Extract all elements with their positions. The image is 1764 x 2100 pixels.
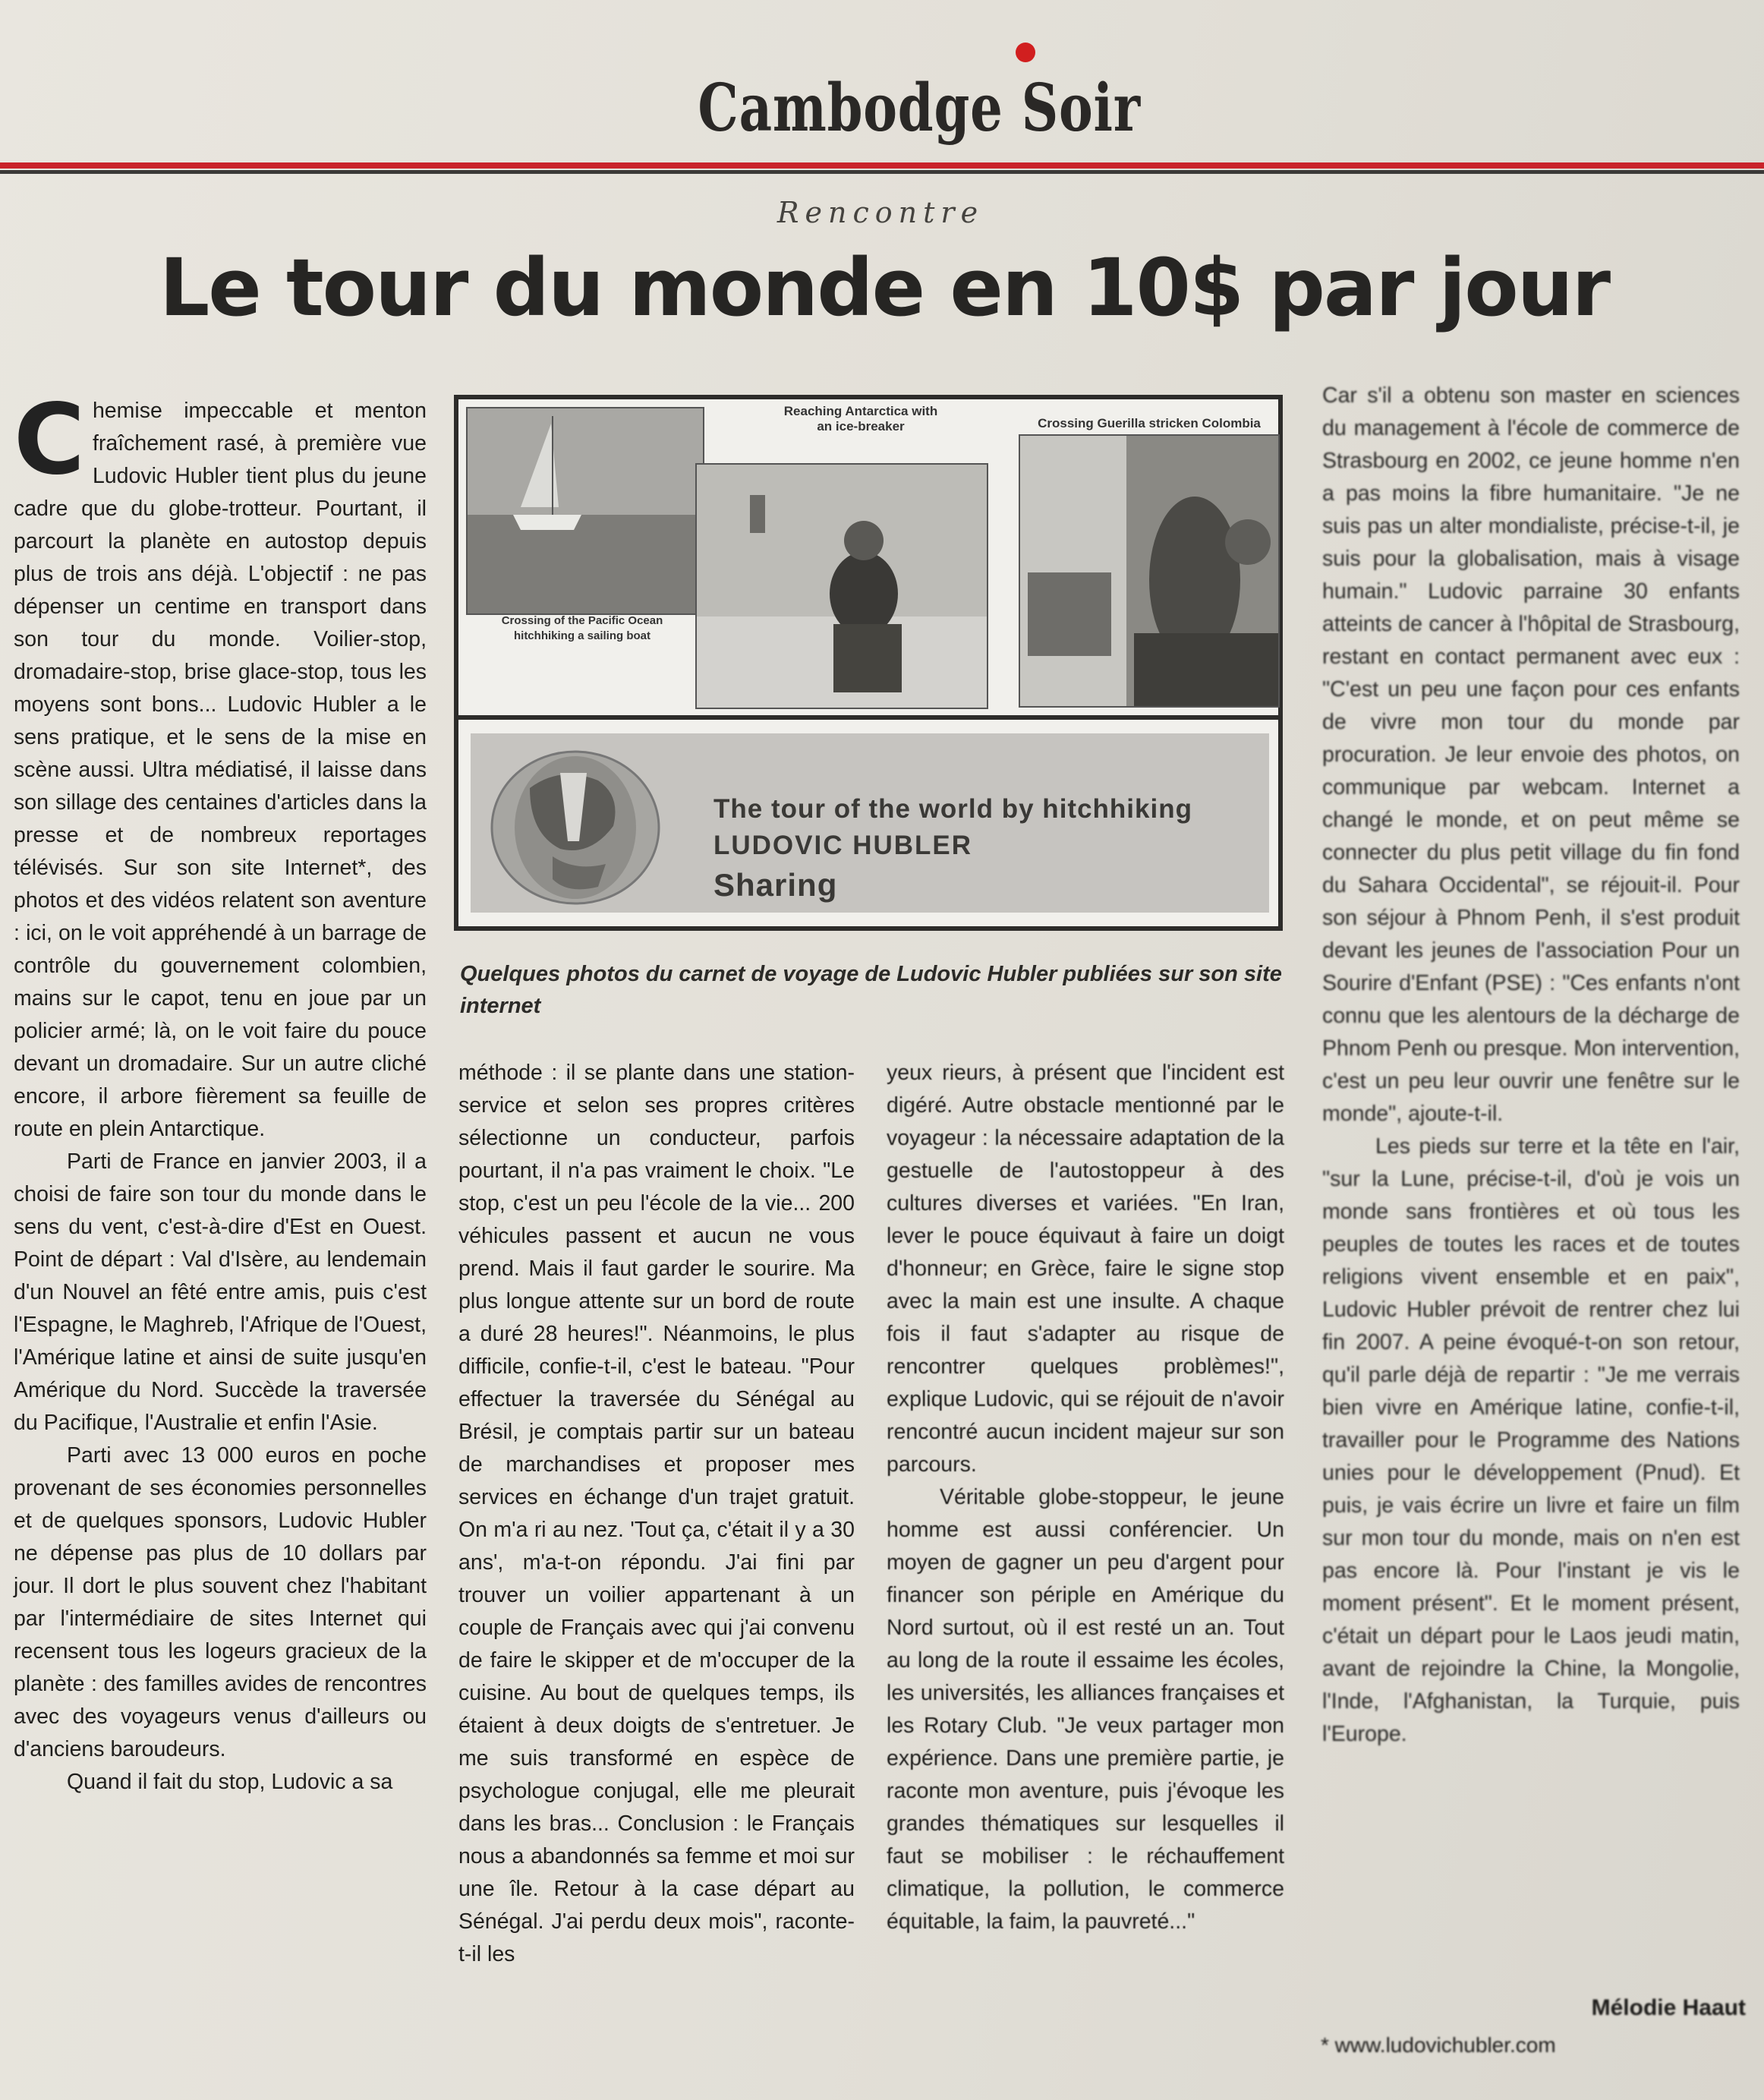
masthead-rule-red bbox=[0, 162, 1764, 169]
masthead-dot bbox=[1016, 43, 1035, 62]
author-signature: Mélodie Haaut bbox=[1591, 1995, 1746, 2020]
photo-caption-colombia: Crossing Guerilla stricken Colombia bbox=[1038, 416, 1261, 430]
article-paragraph: Car s'il a obtenu son master en sciences du management à l'école de commerce de Strasbourg en 2002, ce jeune homme n'en a pas moins la fibre humanitaire. "Je ne suis pas un alter mondialiste, précise-t-il, je suis pour la globalisation, mais à visage humain." Ludovic parraine 30 enfants atteints de cancer à l'hôpital de Strasbourg, restant en contact permanent avec eux : "C'est un peu une façon pour ces enfants de vivre mon tour du monde par procuration. Je leur envoie des photos, on communique par webcam. Internet a changé le monde, et on peut même se connecter du plus petit village du fin fond du Sahara Occidental", se réjouit-il. Pour son séjour à Phnom Penh, il s'est produit devant les jeunes de l'association Pour un Sourire d'Enfant (PSE) : "Ces enfants n'ont connu que les alentours de la décharge de Phnom Penh ou presque. Mon intervention, c'est un peu leur ouvrir une fenêtre sur le monde", ajoute-t-il. bbox=[1322, 383, 1740, 1126]
masthead-rule-dark bbox=[0, 170, 1764, 174]
article-paragraph: yeux rieurs, à présent que l'incident est digéré. Autre obstacle mentionné par le voyageur : la nécessaire adaptation de la gestuelle de l'autostoppeur à des cultures diverses et variées. "En Iran, lever le pouce équivaut à faire un doigt d'honneur; en Grèce, faire le signe stop avec la main est une insulte. A chaque fois il faut s'adapter au risque de rencontrer quelques problèmes!", explique Ludovic, qui se réjouit de n'avoir rencontré aucun incident majeur sur son parcours. bbox=[887, 1061, 1284, 1477]
photo-panel bbox=[454, 395, 1283, 931]
article-paragraph: Parti de France en janvier 2003, il a choisi de faire son tour du monde dans le sens du vent, c'est-à-dire d'Est en Ouest. Point de départ : Val d'Isère, au lendemain d'un Nouvel an fêté entre amis, puis c'est l'Espagne, le Maghreb, l'Afrique de l'Ouest, l'Amérique latine et ainsi de suite jusqu'en Amérique du Nord. Succède la traversée du Pacifique, l'Australie et enfin l'Asie. bbox=[14, 1149, 427, 1435]
website-banner bbox=[471, 733, 1269, 913]
article-headline: Le tour du monde en 10$ par jour bbox=[159, 241, 1610, 334]
article-paragraph: Les pieds sur terre et la tête en l'air, "sur la Lune, précise-t-il, d'où je vois un monde sans frontières et où tous les peuples de toutes les races et de toutes religions vivent ensemble et en paix", Ludovic Hubler prévoit de rentrer chez lui fin 2007. A peine évoqué-t-on son retour, qu'il parle déjà de repartir : "Je me verrais bien vivre en Amérique latine, confie-t-il, travailler pour le Programme des Nations unies pour le développement (Pnud). Et puis, je vais écrire un livre et faire un film sur mon tour du monde, mais on n'en est pas encore là. Pour l'instant je vis le moment présent". Et le moment présent, c'était un départ pour le Laos jeudi matin, avant de rejoindre la Chine, la Mongolie, l'Inde, l'Afghanistan, la Turquie, puis l'Europe. bbox=[1322, 1134, 1740, 1746]
article-paragraph: Véritable globe-stoppeur, le jeune homme est aussi conférencier. Un moyen de gagner un peu d'argent pour financer son périple en Amérique du Nord surtout, où il est resté un an. Tout au long de la route il essaime les écoles, les universités, les alliances françaises et les Rotary Club. "Je veux partager mon expérience. Dans une première partie, je raconte mon aventure, puis j'évoque les grandes thématiques sur lesquelles il faut se mobiliser : le réchauffement climatique, la pollution, le commerce équitable, la faim, la pauvreté..." bbox=[887, 1485, 1284, 1934]
article-paragraph: méthode : il se plante dans une station-service et selon ses propres critères sélectionne un conducteur, parfois pourtant, il n'a pas vraiment le choix. "Le stop, c'est un peu l'école de la vie... 200 véhicules passent et aucun ne vous prend. Mais il faut garder le sourire. Ma plus longue attente sur un bord de route a duré 28 heures!". Néanmoins, le plus difficile, confie-t-il, c'est le bateau. "Pour effectuer la traversée du Sénégal au Brésil, je comptais partir sur un bateau de marchandises et proposer mes services en échange d'un trajet gratuit. On m'a ri au nez. 'Tout ça, c'était il y a 30 ans', m'a-t-on répondu. J'ai fini par trouver un voilier appartenant à un couple de Français avec qui j'ai convenu de faire le skipper et de m'occuper de la cuisine. Au bout de quelques temps, ils étaient à deux doigts de s'entretuer. Je me suis transformé en espèce de psychologue conjugal, elle me pleurait dans les bras... Conclusion : le Français nous a abandonnés sa femme et moi sur une île. Retour à la case départ au Sénégal. J'ai perdu deux mois", raconte-t-il les bbox=[458, 1061, 855, 1966]
article-column-2 bbox=[458, 1057, 855, 1971]
article-column-1 bbox=[14, 383, 427, 1799]
photo-sailing-boat bbox=[466, 407, 704, 615]
globe-icon bbox=[484, 743, 666, 908]
photo-caption-sailing: Crossing of the Pacific Ocean hitchhiking a sailing boat bbox=[501, 614, 663, 642]
article-column-3 bbox=[887, 1057, 1284, 1938]
banner-sharing: Sharing bbox=[713, 867, 838, 903]
article-paragraph: Quand il fait du stop, Ludovic a sa bbox=[67, 1770, 393, 1794]
banner-name: LUDOVIC HUBLER bbox=[713, 831, 973, 860]
masthead: Cambodge Soir bbox=[698, 70, 1141, 147]
footnote-url: * www.ludovichubler.com bbox=[1321, 2033, 1556, 2057]
panel-divider bbox=[458, 715, 1278, 720]
article-paragraph: Chemise impeccable et menton fraîchement rasé, à première vue Ludovic Hubler tient plus du jeune cadre que du globe-trotteur. Pourtant, il parcourt la planète en autostop depuis plus de trois ans déjà. L'objectif : ne pas dépenser un centime en transport dans son tour du monde. Voilier-stop, dromadaire-stop, brise glace-stop, tous les moyens sont bons... Ludovic Hubler a le sens pratique, et le sens de la mise en scène aussi. Ultra médiatisé, il laisse dans son sillage des centaines d'articles dans la presse et de nombreux reportages télévisés. Sur son site Internet*, des photos et des vidéos relatent son aventure : ici, on le voit appréhendé à un barrage de contrôle du gouvernement colombien, mains sur le capot, tenu en joue par un policier armé; là, on le voit faire du pouce devant un dromadaire. Sur un autre cliché encore, il arbore fièrement sa feuille de route en plein Antarctique. bbox=[14, 383, 427, 1141]
drop-cap: C bbox=[14, 383, 85, 497]
photo-panel-caption: Quelques photos du carnet de voyage de Ludovic Hubler publiées sur son site internet bbox=[460, 962, 1282, 1018]
photo-colombia bbox=[1019, 434, 1280, 708]
article-column-4 bbox=[1322, 380, 1740, 1751]
section-label: Rencontre bbox=[776, 196, 984, 229]
photo-caption-antarctica: Reaching Antarctica with an ice-breaker bbox=[783, 404, 938, 434]
photo-antarctica bbox=[695, 463, 988, 709]
article-paragraph: Parti avec 13 000 euros en poche provenant de ses économies personnelles et de quelques sponsors, Ludovic Hubler ne dépense pas plus de 10 dollars par jour. Il dort le plus souvent chez l'habitant par l'intermédiaire de sites Internet qui recensent tous les logeurs gracieux de la planète : des familles avides de rencontres avec des voyageurs venus d'ailleurs ou d'anciens baroudeurs. bbox=[14, 1443, 427, 1761]
banner-tagline: The tour of the world by hitchhiking bbox=[713, 794, 1192, 824]
